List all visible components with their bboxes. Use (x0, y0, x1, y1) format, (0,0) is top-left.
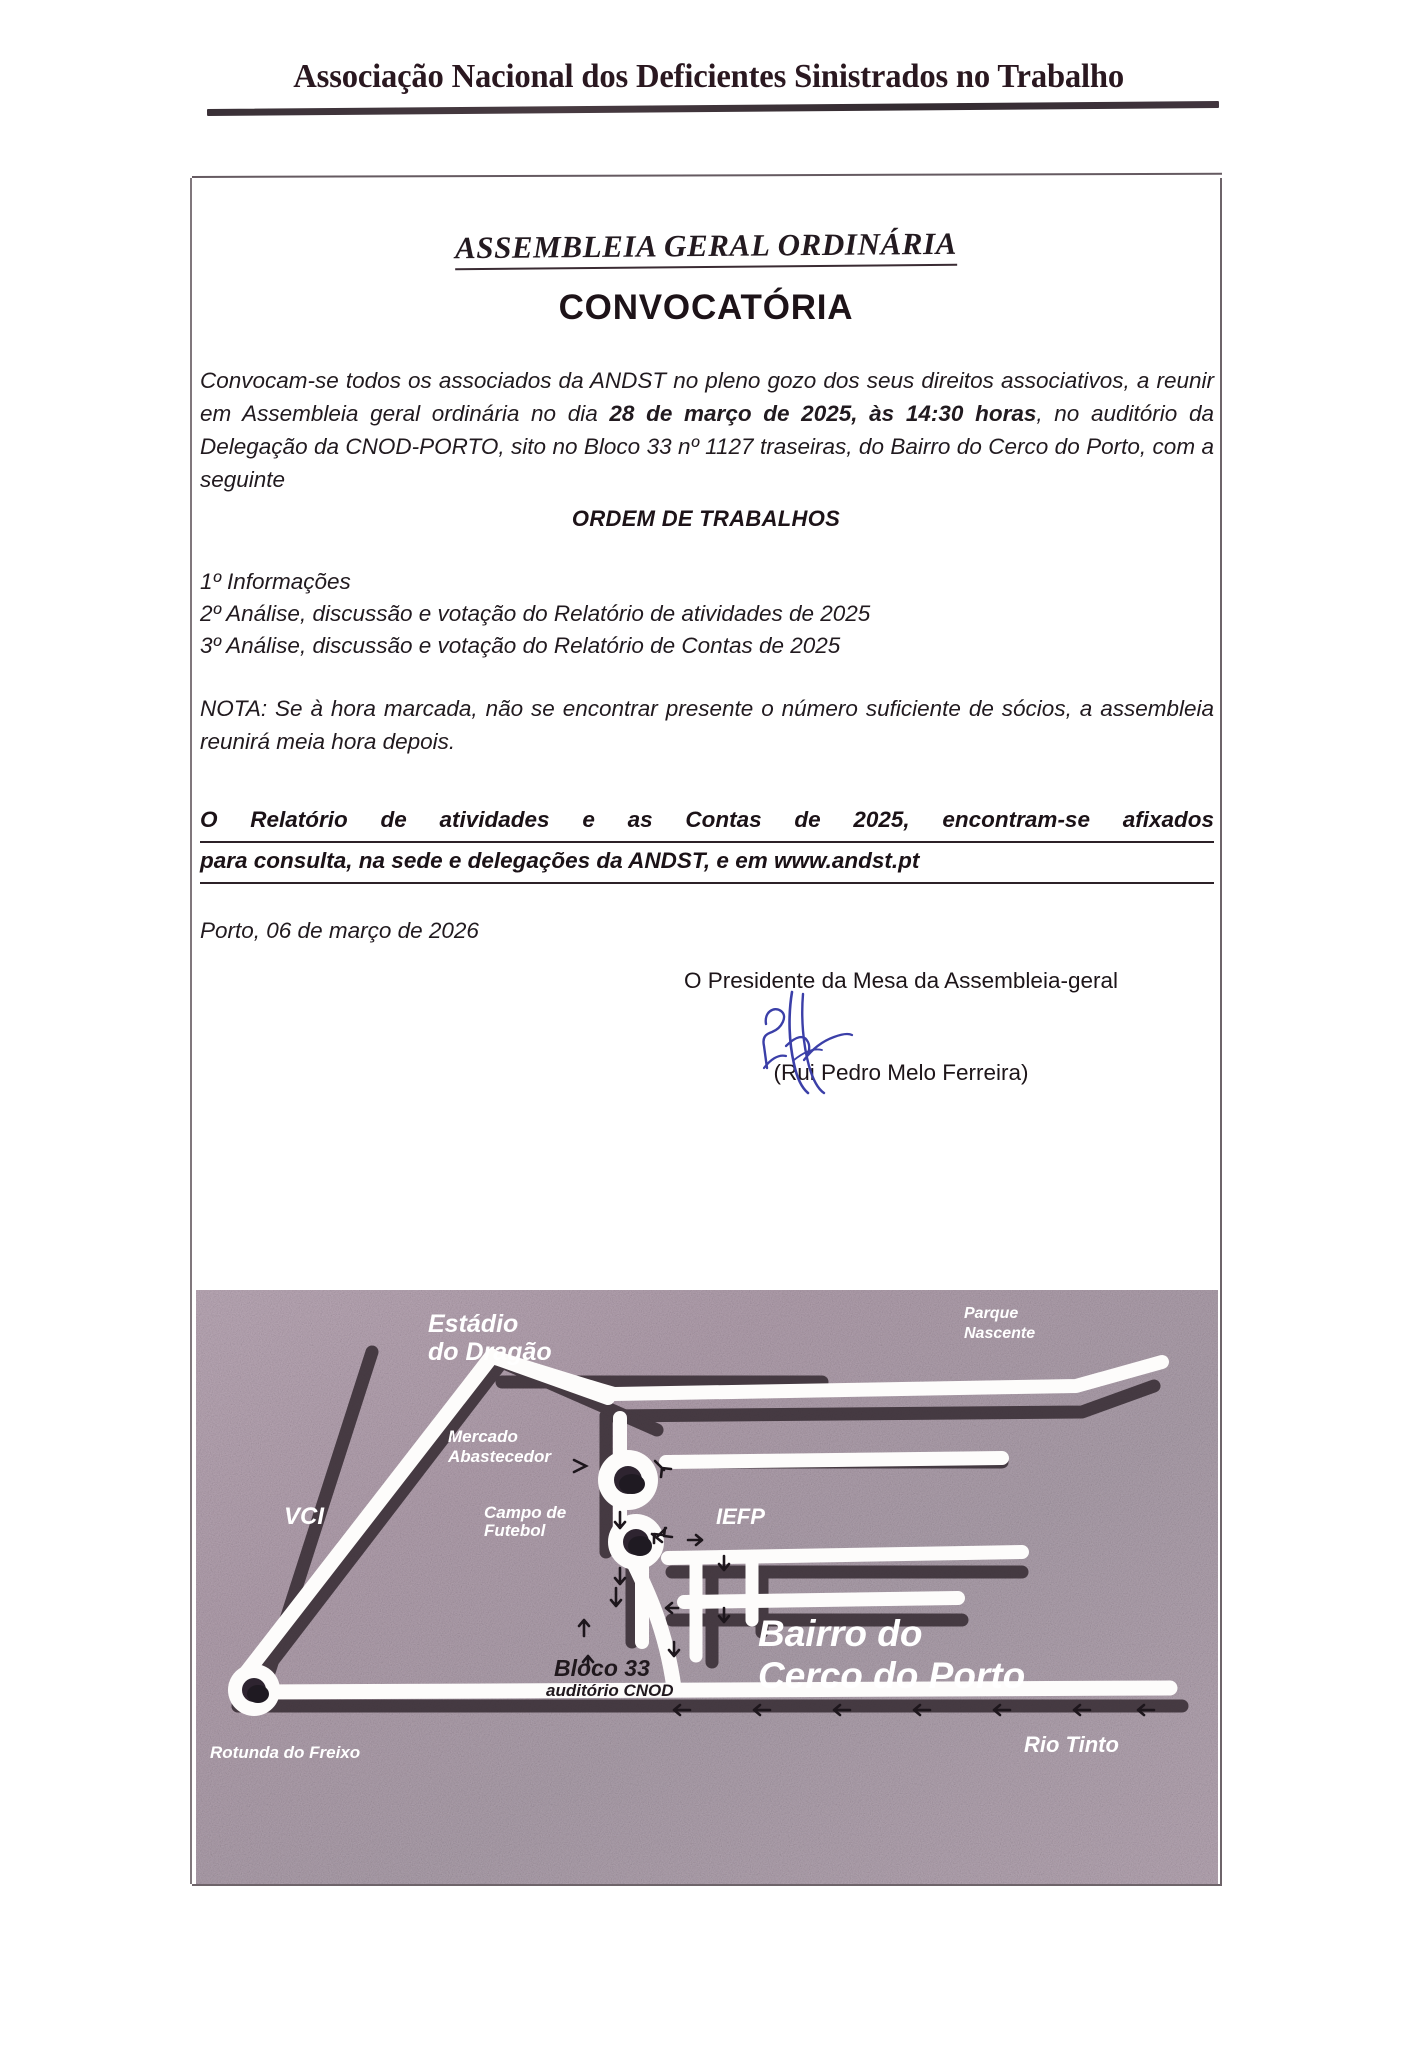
map-label-mercado-2: Abastecedor (448, 1447, 551, 1466)
note-paragraph: NOTA: Se à hora marcada, não se encontrar presente o número suficiente de sócios, a assembleia reunirá meia hora depois. (200, 696, 1214, 754)
heading-assembleia-geral-ordinaria (190, 225, 1222, 268)
map-label-bloco33: Bloco 33 (554, 1655, 650, 1681)
location-map (196, 1290, 1218, 1884)
road-middle-right (666, 1458, 1002, 1462)
agenda-item: 3º Análise, discussão e votação do Relatório de Contas de 2025 (200, 633, 841, 658)
organization-title: Associação Nacional dos Deficientes Sinistrados no Trabalho (293, 58, 1125, 95)
map-label-campo: Campo de (484, 1503, 567, 1522)
signature-name-label: (Rui Pedro Melo Ferreira) (773, 1060, 1029, 1085)
map-label-bairro: Bairro do (758, 1613, 923, 1654)
map-label-bloco33-2: auditório CNOD (546, 1681, 674, 1700)
map-label-parque: Parque (964, 1305, 1019, 1322)
letterhead (0, 58, 1418, 96)
intro-part-2: , no auditório da Delegação da CNOD-PORTO, sito no Bloco 33 nº 1127 traseiras, do Bairro do Cerco do Porto, com a seguinte (200, 401, 1214, 492)
document-body (190, 176, 1222, 1886)
heading-assembleia-text: ASSEMBLEIA GERAL ORDINÁRIA (455, 226, 957, 270)
roundabout-upper (598, 1450, 658, 1510)
intro-part-1: Convocam-se todos os associados da ANDST no pleno gozo dos seus direitos associativos, a reunir em Assembleia geral ordinária no dia (200, 368, 1214, 426)
agenda-item: 2º Análise, discussão e votação do Relatório de atividades de 2025 (200, 601, 871, 626)
map-label-estadio: Estádio (428, 1310, 519, 1338)
map-label-estadio-2: do Dragão (428, 1338, 552, 1366)
signature-role-label: O Presidente da Mesa da Assembleia-geral (684, 968, 1118, 993)
highlighted-report-paragraph (200, 802, 1214, 884)
map-label-bairro-2: Cerco do Porto (758, 1655, 1026, 1696)
letterhead-rule (207, 101, 1219, 116)
intro-paragraph (200, 364, 1214, 496)
heading-convocatoria: CONVOCATÓRIA (558, 288, 854, 327)
map-label-rio-tinto: Rio Tinto (1024, 1732, 1119, 1757)
map-label-mercado: Mercado (448, 1427, 518, 1446)
map-label-vci: VCI (284, 1503, 325, 1530)
heading-ordem-de-trabalhos: ORDEM DE TRABALHOS (571, 506, 841, 531)
place-and-date: Porto, 06 de março de 2026 (200, 918, 479, 943)
agenda-item: 1º Informações (200, 569, 351, 594)
agenda-list (200, 566, 1214, 662)
map-label-campo-2: Futebol (484, 1521, 546, 1540)
map-label-parque-2: Nascente (964, 1325, 1036, 1342)
map-label-rotunda-freixo: Rotunda do Freixo (210, 1743, 361, 1762)
highlight-line-2: para consulta, na sede e delegações da ANDST, e em www.andst.pt (200, 843, 1214, 884)
signature-block (510, 968, 1222, 1086)
road-rio-tinto (254, 1688, 1170, 1692)
intro-bold-date-time: 28 de março de 2025, às 14:30 horas (609, 401, 1037, 426)
highlight-line-1: O Relatório de atividades e as Contas de 2025, encontram-se afixados (200, 802, 1214, 843)
roundabout-freixo (228, 1664, 280, 1716)
map-label-iefp: IEFP (716, 1504, 765, 1529)
